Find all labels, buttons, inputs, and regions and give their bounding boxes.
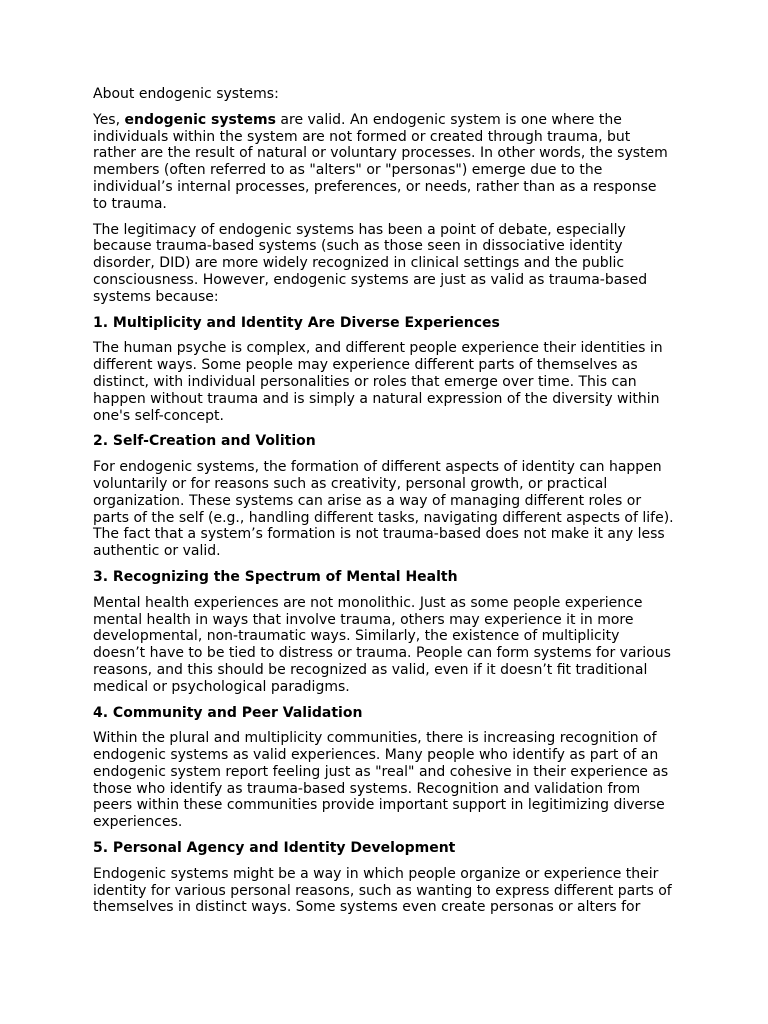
intro-heading: About endogenic systems: — [93, 86, 279, 102]
section-body-5: Endogenic systems might be a way in which people organize or experience their identity for various personal reasons, such as wanting to express different parts of themselves in distinct ways. Some systems even create personas or alters for — [93, 865, 672, 916]
section-heading-1: 1. Multiplicity and Identity Are Diverse Experiences — [93, 314, 500, 331]
section-heading-3: 3. Recognizing the Spectrum of Mental Health — [93, 568, 458, 585]
intro-paragraph — [93, 112, 675, 213]
legitimacy-paragraph: The legitimacy of endogenic systems has been a point of debate, especially because trauma-based systems (such as those seen in dissociative identity disorder, DID) are more widely recognized in clinical settings and the public consciousness. However, endogenic systems are just as valid as trauma-based systems because: — [93, 221, 648, 305]
section-body-3: Mental health experiences are not monolithic. Just as some people experience mental health in ways that involve trauma, others may experience it in more developmental, non-traumatic ways. Similarly, the existence of multiplicity doesn’t have to be tied to distress or trauma. People can form systems for various reasons, and this should be recognized as valid, even if it doesn’t fit traditional medical or psychological paradigms. — [93, 594, 671, 695]
intro-paragraph-suffix: are valid. An endogenic system is one where the individuals within the system are not formed or created through trauma, but rather are the result of natural or voluntary processes. In other words, the system members (often referred to as "alters" or "personas") emerge due to the individual’s internal processes, preferences, or needs, rather than as a response to trauma. — [93, 111, 668, 212]
section-body-1: The human psyche is complex, and different people experience their identities in different ways. Some people may experience different parts of themselves as distinct, with individual personalities or roles that emerge over time. This can happen without trauma and is simply a natural expression of the diversity within one's self-concept. — [93, 340, 663, 424]
section-heading-4: 4. Community and Peer Validation — [93, 704, 363, 721]
document-page — [93, 86, 675, 925]
section-heading-2: 2. Self-Creation and Volition — [93, 433, 316, 450]
intro-paragraph-prefix: Yes, — [93, 111, 125, 128]
section-body-2: For endogenic systems, the formation of different aspects of identity can happen voluntarily or for reasons such as creativity, personal growth, or practical organization. These systems can arise as a way of managing different roles or parts of the self (e.g., handling different tasks, navigating different aspects of life). The fact that a system’s formation is not trauma-based does not make it any less authentic or valid. — [93, 459, 674, 560]
intro-paragraph-bold-term: endogenic systems — [124, 111, 276, 128]
section-heading-5: 5. Personal Agency and Identity Development — [93, 840, 456, 857]
section-body-4: Within the plural and multiplicity communities, there is increasing recognition of endogenic systems as valid experiences. Many people who identify as part of an endogenic system report feeling just as "real" and cohesive in their experience as those who identify as trauma-based systems. Recognition and validation from peers within these communities provide important support in legitimizing diverse experiences. — [93, 730, 669, 831]
